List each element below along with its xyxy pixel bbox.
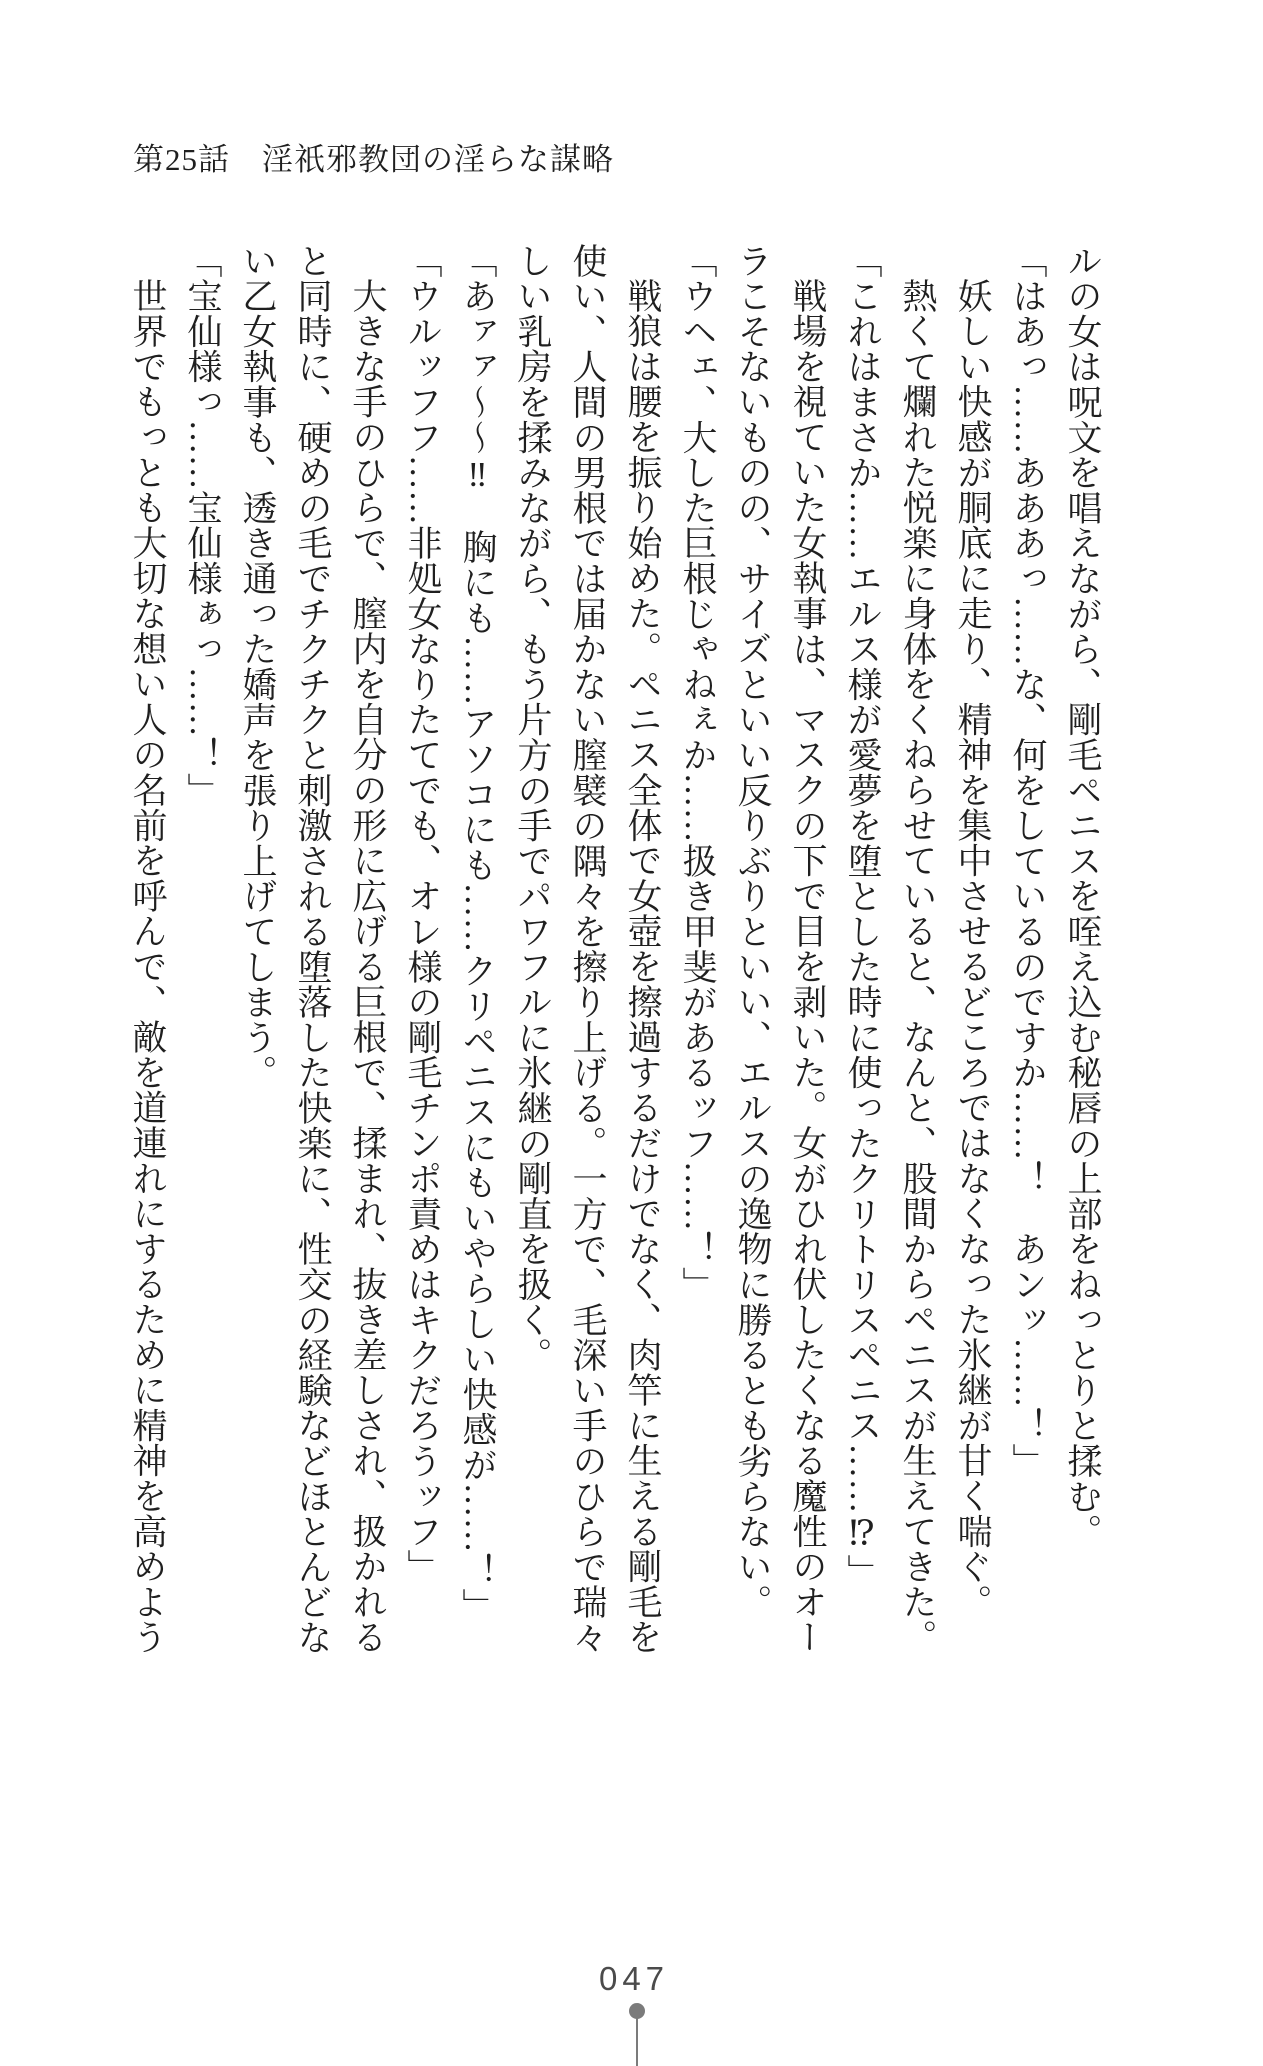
text-column-6: 戦場を視ていた女執事は、マスクの下で目を剥いた。女がひれ伏したくなる魔性のオー [788,278,827,1655]
text-column-13: 「ウルッフフ……非処女なりたてでも、オレ様の剛毛チンポ責めはキクだろうッフ」 [403,243,442,1585]
chapter-header: 第25話 淫祇邪教団の淫らな謀略 [133,142,614,177]
text-column-14: 大きな手のひらで、膣内を自分の形に広げる巨根で、揉まれ、抜き差しされ、扱かれる [348,278,387,1655]
text-column-11: しい乳房を揉みながら、もう片方の手でパワフルに氷継の剛直を扱く。 [513,243,552,1373]
text-column-10: 使い、人間の男根では届かない膣襞の隅々を擦り上げる。一方で、毛深い手のひらで瑞々 [568,243,607,1655]
text-column-12: 「あァァ～～‼ 胸にも……アソコにも……クリペニスにもいやらしい快感が……！」 [458,243,497,1624]
text-column-15: と同時に、硬めの毛でチクチクと刺激される堕落した快楽に、性交の経験などほとんどな [293,243,332,1655]
body-text [120,243,1110,1703]
text-column-17: 「宝仙様っ……宝仙様ぁっ……！」 [183,243,222,808]
text-column-4: 熱くて爛れた悦楽に身体をくねらせていると、なんと、股間からペニスが生えてきた。 [898,278,937,1655]
text-column-5: 「これはまさか……エルス様が愛夢を堕とした時に使ったクリトリスペニス……⁉」 [843,243,882,1590]
text-column-8: 「ウヘェ、大した巨根じゃねぇか……扱き甲斐があるッフ……！」 [678,243,717,1302]
text-column-9: 戦狼は腰を振り始めた。ペニス全体で女壺を擦過するだけでなく、肉竿に生える剛毛を [623,278,662,1655]
text-column-18: 世界でもっとも大切な想い人の名前を呼んで、敵を道連れにするために精神を高めよう [128,278,167,1655]
page-number: 047 [598,1960,670,1997]
text-column-3: 妖しい快感が胴底に走り、精神を集中させるどころではなくなった氷継が甘く喘ぐ。 [953,278,992,1620]
text-column-7: ラこそないものの、サイズといい反りぶりといい、エルスの逸物に勝るとも劣らない。 [733,243,772,1620]
text-column-16: い乙女執事も、透き通った嬌声を張り上げてしまう。 [238,243,277,1091]
text-column-1: ルの女は呪文を唱えながら、剛毛ペニスを咥え込む秘唇の上部をねっとりと揉む。 [1063,243,1102,1550]
footer-ornament-line [636,2012,638,2066]
text-column-2: 「はあっ……あああっ……な、何をしているのですか……！ あンッ……！」 [1008,243,1047,1479]
